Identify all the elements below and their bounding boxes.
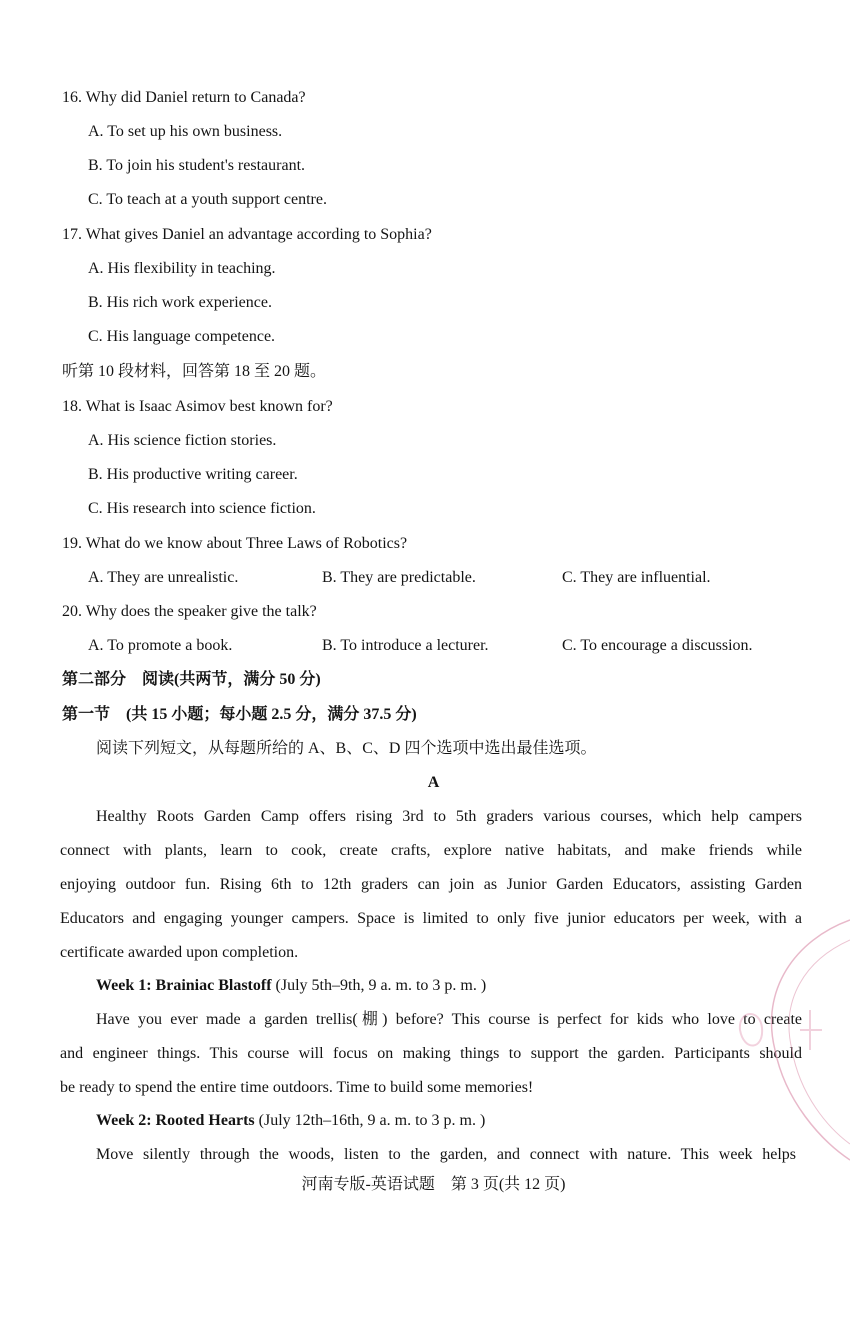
question-19-option-b: B. They are predictable.: [322, 569, 476, 586]
question-20-stem: 20. Why does the speaker give the talk?: [62, 603, 317, 620]
week-1-line-1: Have you ever made a garden trellis(棚) before? This course is perfect for kids who love to create: [96, 1011, 802, 1028]
question-17-option-b: B. His rich work experience.: [88, 294, 272, 311]
listening-instruction-10: 听第 10 段材料，回答第 18 至 20 题。: [62, 363, 327, 380]
question-20-option-c: C. To encourage a discussion.: [562, 637, 753, 654]
week-2-time: (July 12th–16th, 9 a. m. to 3 p. m. ): [254, 1112, 486, 1129]
question-20-option-b: B. To introduce a lecturer.: [322, 637, 489, 654]
part-two-heading: 第二部分 阅读(共两节，满分 50 分): [62, 671, 321, 688]
passage-intro-line-4: Educators and engaging younger campers. Space is limited to only five junior educators per week, with a: [60, 910, 802, 927]
reading-instruction: 阅读下列短文，从每题所给的 A、B、C、D 四个选项中选出最佳选项。: [96, 740, 597, 757]
question-17-option-c: C. His language competence.: [88, 328, 276, 345]
question-18-option-b: B. His productive writing career.: [88, 466, 298, 483]
question-16-option-a: A. To set up his own business.: [88, 123, 283, 140]
week-1-line-3: be ready to spend the entire time outdoors. Time to build some memories!: [60, 1079, 534, 1096]
passage-intro-line-3: enjoying outdoor fun. Rising 6th to 12th graders can join as Junior Garden Educators, assisting Garden: [60, 876, 802, 893]
question-19-option-a: A. They are unrealistic.: [88, 569, 239, 586]
passage-label: A: [427, 774, 440, 791]
week-1-title: Week 1: Brainiac Blastoff: [96, 977, 272, 994]
question-20-option-a: A. To promote a book.: [88, 637, 233, 654]
question-16-option-b: B. To join his student's restaurant.: [88, 157, 306, 174]
week-2-title: Week 2: Rooted Hearts: [96, 1112, 255, 1129]
page-footer: 河南专版-英语试题 第 3 页(共 12 页): [301, 1176, 566, 1193]
question-19-stem: 19. What do we know about Three Laws of Robotics?: [62, 535, 408, 552]
question-18-option-a: A. His science fiction stories.: [88, 432, 277, 449]
question-17-stem: 17. What gives Daniel an advantage according to Sophia?: [62, 226, 432, 243]
question-17-option-a: A. His flexibility in teaching.: [88, 260, 276, 277]
week-2-heading: [96, 1111, 485, 1131]
passage-intro-line-5: certificate awarded upon completion.: [60, 944, 299, 961]
week-1-heading: [96, 976, 486, 996]
passage-intro-line-2: connect with plants, learn to cook, create crafts, explore native habitats, and make friends while: [60, 842, 802, 859]
question-18-stem: 18. What is Isaac Asimov best known for?: [62, 398, 333, 415]
week-1-time: (July 5th–9th, 9 a. m. to 3 p. m. ): [271, 977, 487, 994]
section-one-heading: 第一节 (共 15 小题；每小题 2.5 分，满分 37.5 分): [62, 706, 417, 723]
question-16-stem: 16. Why did Daniel return to Canada?: [62, 89, 306, 106]
question-18-option-c: C. His research into science fiction.: [88, 500, 316, 517]
week-1-line-2: and engineer things. This course will focus on making things to support the garden. Participants should: [60, 1045, 802, 1062]
question-19-option-c: C. They are influential.: [562, 569, 711, 586]
week-2-line-1: Move silently through the woods, listen to the garden, and connect with nature. This week helps: [96, 1146, 796, 1163]
question-16-option-c: C. To teach at a youth support centre.: [88, 191, 327, 208]
passage-intro-line-1: Healthy Roots Garden Camp offers rising 3rd to 5th graders various courses, which help campers: [96, 808, 802, 825]
stamp-watermark-icon: [700, 900, 850, 1200]
